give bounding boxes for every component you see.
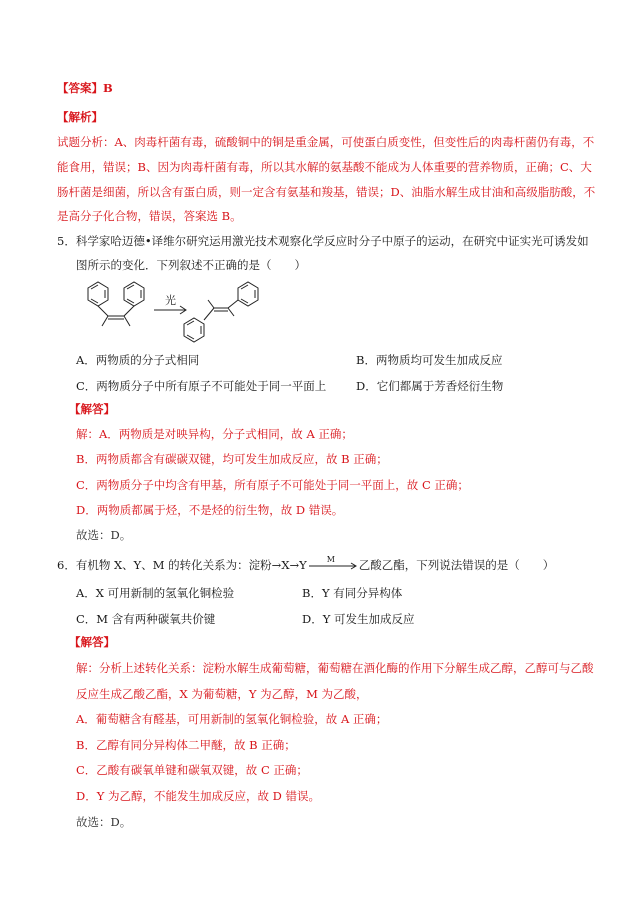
q4-analysis-line-3: 肠杆菌是细菌，所以含有蛋白质，则一定含有氨基和羧基，错误；D、油脂水解生成甘油和高级脂肪酸，不 [57, 185, 596, 199]
q6-arrow [307, 557, 359, 573]
q5-option-d: D．它们都属于芳香烃衍生物 [356, 379, 504, 393]
q5-stem-line-2: 图所示的变化．下列叙述不正确的是（ ） [76, 258, 306, 272]
q5-option-c: C．两物质分子中所有原子不可能处于同一平面上 [76, 379, 327, 393]
reactant-molecule [88, 282, 144, 326]
q5-solution-line-5: 故选：D。 [76, 528, 132, 542]
arrow-light-label: 光 [165, 294, 176, 307]
q6-solution-line-1: 解：分析上述转化关系：淀粉水解生成葡萄糖，葡萄糖在酒化酶的作用下分解生成乙醇，乙醇可与乙酸 [76, 661, 594, 675]
q6-option-b: B．Y 有同分异构体 [302, 586, 403, 600]
q6-stem-suffix: 乙酸乙酯，下列说法错误的是（ ） [358, 558, 555, 572]
q4-analysis-line-2: 能食用，错误；B、因为肉毒杆菌有毒，所以其水解的氨基酸不能成为人体重要的营养物质，正确；C、大 [57, 160, 592, 174]
q5-stem-line-1: 5．科学家哈迈德•译维尔研究运用激光技术观察化学反应时分子中原子的运动，在研究中证实光可诱发如 [57, 234, 589, 248]
q6-solution-line-5: C．乙酸有碳氧单键和碳氧双键，故 C 正确； [76, 763, 308, 777]
q6-solution-line-6: D．Y 为乙醇，不能发生加成反应，故 D 错误。 [76, 789, 320, 803]
q6-solution-line-2: 反应生成乙酸乙酯，X 为葡萄糖，Y 为乙醇，M 为乙酸， [76, 687, 368, 701]
q6-solution-line-7: 故选：D。 [76, 815, 132, 829]
q6-solution-label: 【解答】 [69, 635, 115, 649]
q6-option-c: C．M 含有两种碳氧共价键 [76, 612, 216, 626]
q6-option-a: A．X 可用新制的氢氧化铜检验 [76, 586, 235, 600]
q5-solution-line-4: D．两物质都属于烃，不是烃的衍生物，故 D 错误。 [76, 503, 344, 517]
q4-analysis-label: 【解析】 [57, 110, 103, 124]
q5-option-b: B．两物质均可发生加成反应 [356, 353, 503, 367]
q4-analysis-line-1: 试题分析：A、肉毒杆菌有毒，硫酸铜中的铜是重金属，可使蛋白质变性，但变性后的肉毒杆菌仍有毒，不 [57, 135, 595, 149]
q6-stem-prefix: 6．有机物 X、Y、M 的转化关系为：淀粉→X→Y [57, 558, 307, 572]
q5-option-a: A．两物质的分子式相同 [76, 353, 200, 367]
q6-option-d: D．Y 可发生加成反应 [302, 612, 415, 626]
q6-arrow-label: M [326, 555, 335, 564]
q6-solution-line-4: B．乙醇有同分异构体二甲醚，故 B 正确； [76, 738, 296, 752]
q6-stem [57, 557, 554, 573]
q5-solution-line-2: B．两物质都含有碳碳双键，均可发生加成反应，故 B 正确； [76, 452, 388, 466]
q5-reaction-diagram [74, 280, 274, 350]
q5-solution-label: 【解答】 [69, 402, 115, 416]
q6-solution-line-3: A．葡萄糖含有醛基，可用新制的氢氧化铜检验，故 A 正确； [76, 712, 388, 726]
q4-answer: 【答案】B [57, 81, 113, 95]
product-molecule [184, 282, 258, 342]
q5-solution-line-1: 解：A．两物质是对映异构，分子式相同，故 A 正确； [76, 427, 353, 441]
reaction-arrow [154, 306, 186, 314]
q4-analysis-line-4: 是高分子化合物，错误，答案选 B。 [57, 209, 242, 223]
q5-solution-line-3: C．两物质分子中均含有甲基，所有原子不可能处于同一平面上，故 C 正确； [76, 478, 469, 492]
